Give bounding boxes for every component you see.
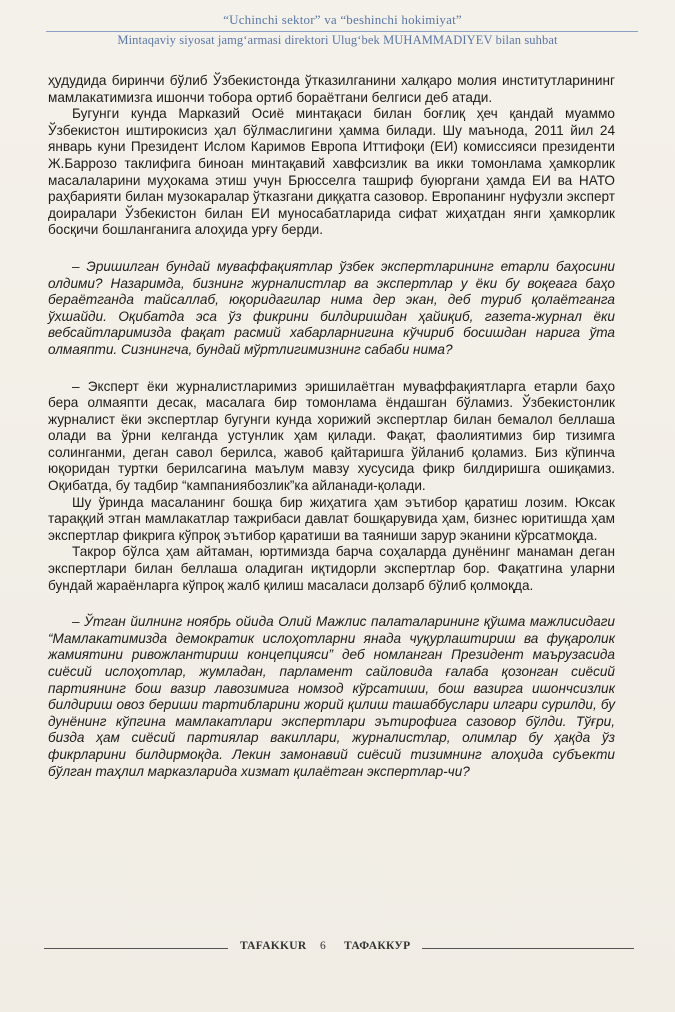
paragraph: Шу ўринда масаланинг бошқа бир жиҳатига ҳам эътибор қаратиш лозим. Юксак тараққий этган мамлакатлар тажрибаси давлат бошқарувида ҳам, бизнес юритишда ҳам экспертлар фикрига кўпроқ эътибор қаратиши ва таяниши зарур эканини кўрсатмоқда.	[48, 494, 615, 543]
footer-journal-cyrillic: ТАФАККУР	[344, 940, 411, 952]
paragraph-gap	[48, 239, 615, 259]
interview-question: – Ўтган йилнинг ноябрь ойида Олий Мажлис палаталарининг қўшма мажлисидаги “Мамлакатимизда демократик ислоҳотларни янада чуқурлаштириш ва фуқаролик жамиятини ривожлантириш концепцияси” деб номланган Президент маърузасида сиёсий ислоҳотлар, жумладан, парламент сайловида ғалаба қозонган сиёсий партиянинг бош вазир лавозимига номзод кўрсатиши, бош вазирга ишончсизлик билдириш овоз бериши тартибларини жорий қилиш ташаббуслари илгари сурилди, бу дунёнинг кўпгина мамлакатлари экспертлари эътирофига сазовор бўлди. Тўғри, бизда ҳам сиёсий партиялар вакиллари, журналистлар, олимлар бу ҳақда ўз фикрларини билдирмоқда. Лекин замонавий сиёсий тизимнинг алоҳида субъекти бўлган таҳлил марказларида хизмат қилаётган экспертлар-чи?	[48, 614, 615, 779]
header-title: “Uchinchi sektor” va “beshinchi hokimiyat”	[223, 12, 462, 27]
interview-answer: – Эксперт ёки журналистларимиз эришилаётган муваффақиятларга етарли баҳо бера олмаяпти десак, масалага бир томонлама ёндашган бўламиз. Ўзбекистонлик журналист ёки экспертлар бугунги кунда хорижий экспертлар билан бемалол беллаша олади ва ўрни келганда устунлик ҳам қилади. Фақат, фаолиятимиз бир тизимга солинганми, деган савол берилса, жавоб қайтаришга ўйланиб қоламиз. Биз кўпинча юқоридан туртки берилсагина маълум мавзу хусусида фикр билдиришга ошиқамиз. Оқибатда, бу тадбир “кампаниябозлик”ка айланади-қолади.	[48, 378, 615, 494]
interview-question: – Эришилган бундай муваффақиятлар ўзбек экспертларининг етарли баҳосини олдими? Назаримда, бизнинг журналистлар ва экспертлар у ёки бу воқеага баҳо бераётганда тайсаллаб, юқоридагилар нима дер экан, деб туриб қолаётганга ўхшайди. Оқибатда эса ўз фикрини билдиришдан ҳайиқиб, газета-журнал ёки вебсайтларимизда фақат расмий хабарларнигина кўчириб босишдан нарига ўта олмаяпти. Сизнингча, бундай мўртлигимизнинг сабаби нима?	[48, 258, 615, 357]
paragraph: Бугунги кунда Марказий Осиё минтақаси билан боғлиқ ҳеч қандай муаммо Ўзбекистон иштирокисиз ҳал бўлмаслигини ҳамма билади. Шу маънода, 2011 йил 24 январь куни Президент Ислом Каримов Европа Иттифоқи (ЕИ) комиссияси президенти Ж.Баррозо таклифига биноан минтақавий хавфсизлик ва икки томонлама ҳамкорлик масалаларини муҳокама этиш учун Брюсселга ташриф буюргани ҳамда ЕИ ва НАТО раҳбарияти билан музокаралар ўтказгани диққатга сазовор. Европанинг нуфузли эксперт доиралари Ўзбекистон билан ЕИ муносабатларида сифат жиҳатдан янги ҳамкорлик босқичи бошланганига алоҳида урғу берди.	[48, 106, 615, 238]
article-body	[48, 73, 615, 780]
page-number: 6	[320, 940, 326, 952]
footer-journal-latin: TAFAKKUR	[240, 940, 307, 952]
footer-rule-right	[422, 948, 634, 949]
header-rule	[46, 31, 638, 32]
paragraph-gap	[48, 594, 615, 614]
page-footer	[44, 940, 634, 960]
paragraph: Такрор бўлса ҳам айтаман, юртимизда барча соҳаларда дунёнинг манаман деган экспертлари билан беллаша оладиган иқтидорли экспертлар бор. Фақатгина уларни бундай жараёнларга кўпроқ жалб қилиш масаласи долзарб бўлиб қолмоқда.	[48, 544, 615, 593]
header-subtitle: Mintaqaviy siyosat jamg‘armasi direktori Ulug‘bek MUHAMMADIYEV bilan suhbat	[117, 33, 558, 47]
paragraph-gap	[48, 359, 615, 379]
footer-rule-left	[44, 948, 228, 949]
running-header	[0, 12, 675, 48]
paragraph: ҳудудида биринчи бўлиб Ўзбекистонда ўтказилганини халқаро молия институтларининг мамлакатимизга ишончи тобора ортиб бораётгани белгиси деб атади.	[48, 73, 615, 105]
